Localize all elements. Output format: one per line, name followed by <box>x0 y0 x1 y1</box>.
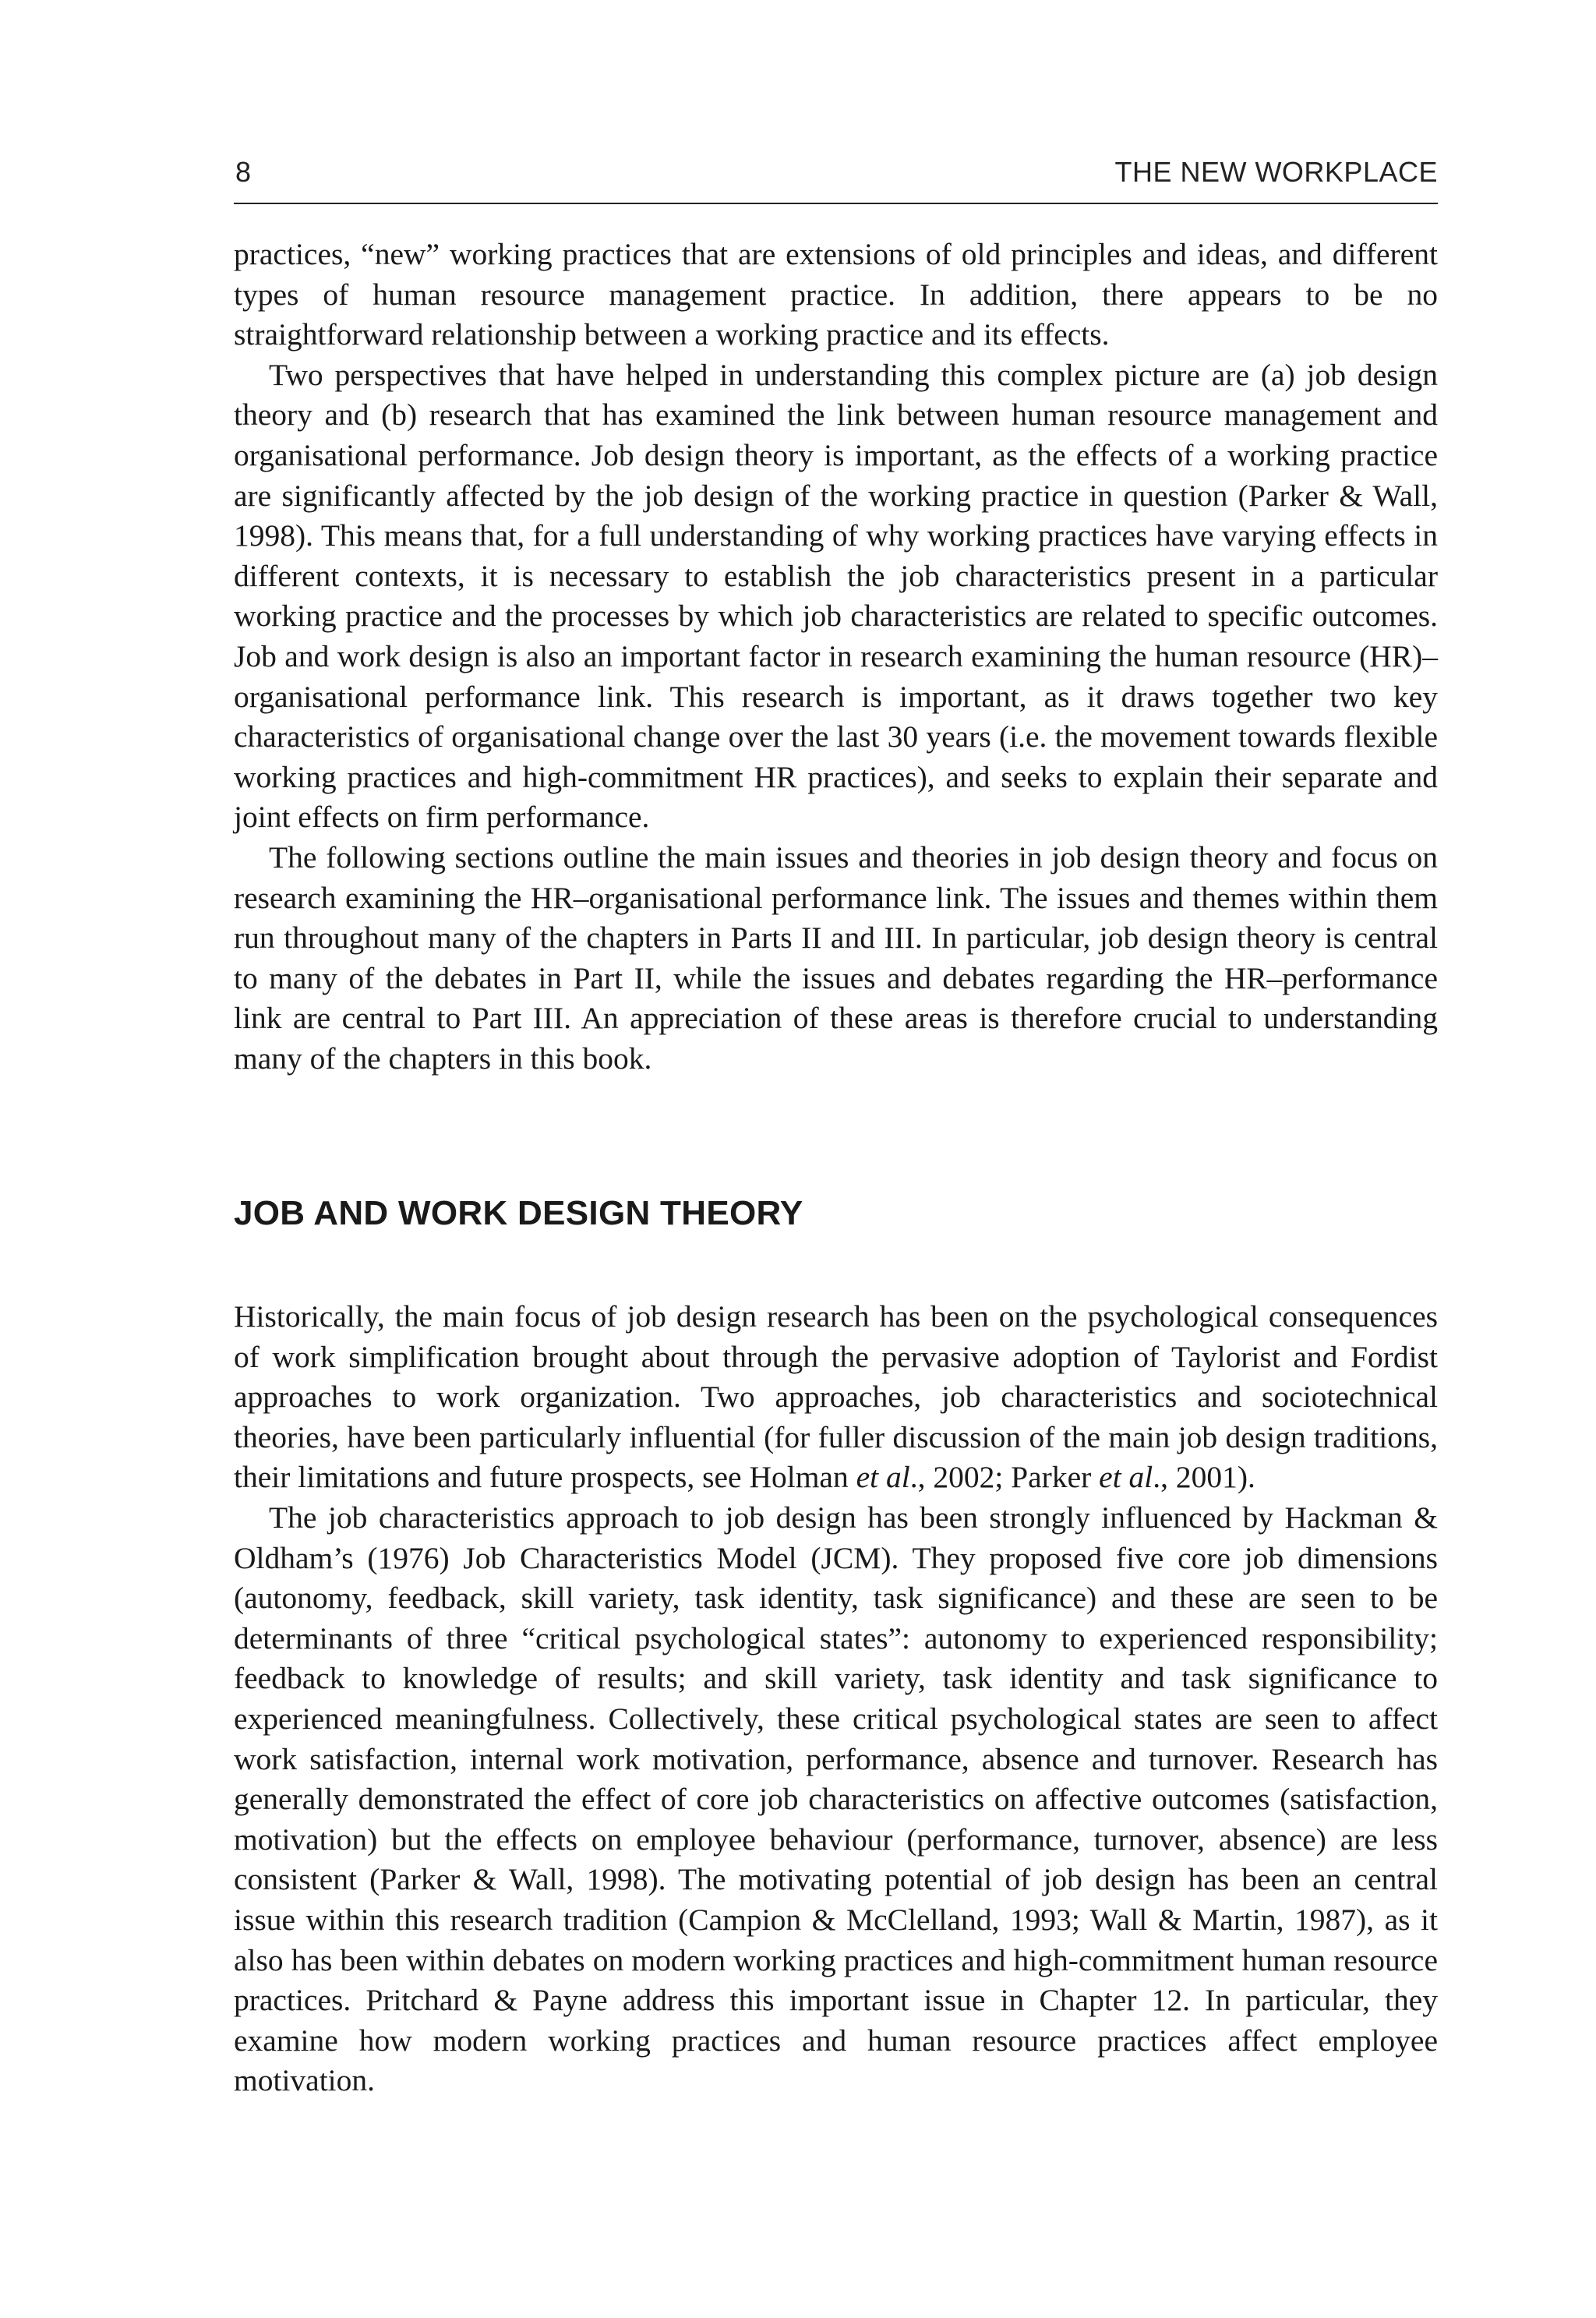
running-head <box>234 153 1438 204</box>
section-paragraph-1-text-c: ., 2001). <box>1153 1460 1255 1495</box>
page-number: 8 <box>235 156 252 188</box>
intro-paragraph-2: Two perspectives that have helped in understanding this complex picture are (a) job design theory and (b) research that has examined the link between human resource management and organisational performance. Job design theory is important, as the effects of a working practice are significantly affected by the job design of the working practice in question (Parker & Wall, 1998). This means that, for a full understanding of why working practices have varying effects in different contexts, it is necessary to establish the job characteristics present in a particular working practice and the processes by which job characteristics are related to specific outcomes. Job and work design is also an important factor in research examining the human resource (HR)–organisational performance link. This research is important, as it draws together two key characteristics of organisational change over the last 30 years (i.e. the movement towards flexible working practices and high-commitment HR practices), and seeks to explain their separate and joint effects on firm performance. <box>234 357 1438 835</box>
running-title: THE NEW WORKPLACE <box>1114 156 1438 188</box>
intro-text <box>234 235 1438 1079</box>
section-heading: JOB AND WORK DESIGN THEORY <box>234 1194 803 1232</box>
et-al-citation-1: et al <box>856 1460 910 1495</box>
et-al-citation-2: et al <box>1099 1460 1153 1495</box>
section-paragraph-1-text-b: ., 2002; Parker <box>909 1460 1100 1495</box>
section-paragraph-1 <box>234 1297 1438 1498</box>
section-text <box>234 1297 1438 2101</box>
intro-paragraph-3: The following sections outline the main issues and theories in job design theory and focus on research examining the HR–organisational performance link. The issues and themes within them run throughout many of the chapters in Parts II and III. In particular, job design theory is central to many of the debates in Part II, while the issues and debates regarding the HR–performance link are central to Part III. An appreciation of these areas is therefore crucial to understanding many of the chapters in this book. <box>234 839 1438 1076</box>
intro-paragraph-1: practices, “new” working practices that are extensions of old principles and ideas, and different types of human resource management practice. In addition, there appears to be no straightforward relationship between a working practice and its effects. <box>234 237 1438 352</box>
section-paragraph-2: The job characteristics approach to job design has been strongly influenced by Hackman & Oldham’s (1976) Job Characteristics Model (JCM). They proposed five core job dimensions (autonomy, feedback, skill variety, task identity, task significance) and these are seen to be determinants of three “critical psychological states”: autonomy to experienced responsibility; feedback to knowledge of results; and skill variety, task identity and task significance to experienced meaningfulness. Collectively, these critical psychological states are seen to affect work satisfaction, internal work motivation, performance, absence and turnover. Research has generally demonstrated the effect of core job characteristics on affective outcomes (satisfaction, motivation) but the effects on employee behaviour (performance, turnover, absence) are less consistent (Parker & Wall, 1998). The motivating potential of job design has been an central issue within this research tradition (Campion & McClelland, 1993; Wall & Martin, 1987), as it also has been within debates on modern working practices and high-commitment human resource practices. Pritchard & Payne address this important issue in Chapter 12. In particular, they examine how modern working practices and human resource practices affect employee motivation. <box>234 1500 1438 2098</box>
section-paragraph-1-text-a: Historically, the main focus of job design research has been on the psychological consequences of work simplification brought about through the pervasive adoption of Taylorist and Fordist approaches to work organization. Two approaches, job characteristics and sociotechnical theories, have been particularly influential (for fuller discussion of the main job design traditions, their limitations and future prospects, see Holman <box>234 1299 1438 1495</box>
